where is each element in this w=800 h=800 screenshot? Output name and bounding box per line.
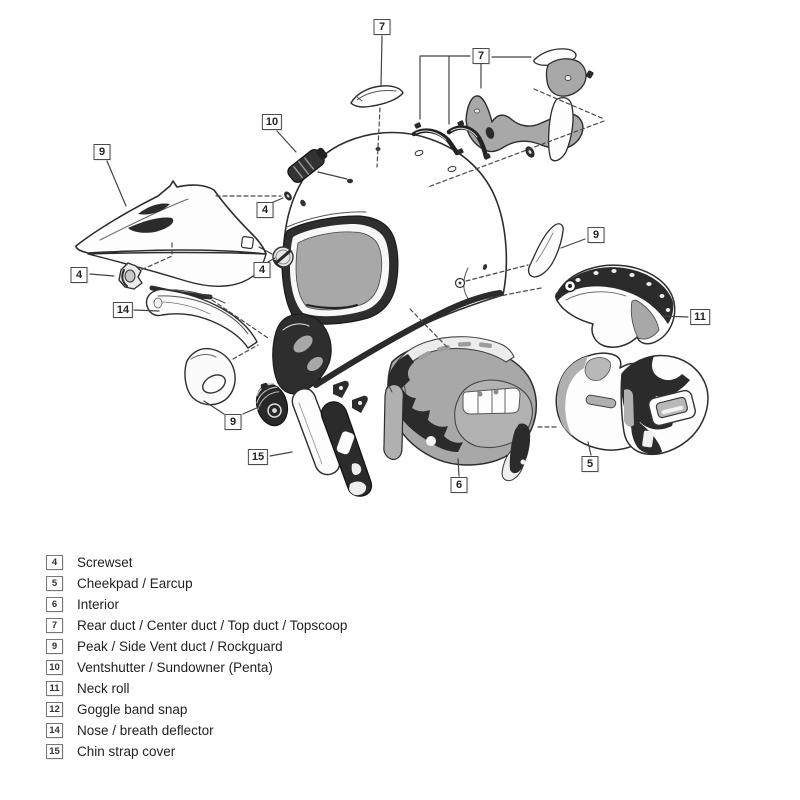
legend-row <box>46 636 347 657</box>
legend-row <box>46 657 347 678</box>
topscoop-blade <box>549 98 573 161</box>
legend-row <box>46 699 347 720</box>
legend-part-label: Neck roll <box>77 681 130 696</box>
legend-number-box: 12 <box>46 702 63 717</box>
rockguard <box>185 349 235 405</box>
callout-7-rearduct: 7 <box>473 48 490 64</box>
legend-row <box>46 615 347 636</box>
callout-4-peak: 4 <box>254 262 271 278</box>
legend-part-label: Screwset <box>77 555 133 570</box>
callout-14: 14 <box>113 302 133 318</box>
legend-number-box: 6 <box>46 597 63 612</box>
legend-part-label: Chin strap cover <box>77 744 176 759</box>
legend-part-label: Cheekpad / Earcup <box>77 576 193 591</box>
legend-part-label: Rear duct / Center duct / Top duct / Topscoop <box>77 618 348 633</box>
callout-4-screwset: 4 <box>71 267 88 283</box>
legend-part-label: Nose / breath deflector <box>77 723 214 738</box>
legend-number-box: 14 <box>46 723 63 738</box>
duct-screw <box>585 70 594 79</box>
legend-number-box: 10 <box>46 660 63 675</box>
legend-part-label: Peak / Side Vent duct / Rockguard <box>77 639 283 654</box>
legend-row <box>46 678 347 699</box>
legend-number-box: 5 <box>46 576 63 591</box>
callout-9-rockguard: 9 <box>225 414 242 430</box>
callout-5: 5 <box>582 456 599 472</box>
callout-4-shell: 4 <box>257 202 274 218</box>
legend-number-box: 4 <box>46 555 63 570</box>
legend-row <box>46 552 347 573</box>
screw-grommet-shell <box>283 190 294 202</box>
callout-6: 6 <box>451 477 468 493</box>
cheekpad-right <box>621 355 708 454</box>
legend-row <box>46 741 347 762</box>
callout-15: 15 <box>248 449 268 465</box>
strap-flap <box>384 385 404 460</box>
legend-number-box: 9 <box>46 639 63 654</box>
legend-number-box: 11 <box>46 681 63 696</box>
callout-11: 11 <box>690 309 710 325</box>
peak-visor <box>76 181 272 297</box>
legend-part-label: Interior <box>77 597 120 612</box>
legend-part-label: Ventshutter / Sundowner (Penta) <box>77 660 273 675</box>
legend-row <box>46 573 347 594</box>
legend-row <box>46 720 347 741</box>
top-duct <box>351 86 403 107</box>
legend-row <box>46 594 347 615</box>
legend-number-box: 7 <box>46 618 63 633</box>
side-vent-duct <box>529 224 564 277</box>
callout-7-topduct: 7 <box>374 19 391 35</box>
parts-legend <box>46 552 347 762</box>
callout-10: 10 <box>262 114 282 130</box>
visor-opening <box>296 232 382 310</box>
interior-liner <box>387 337 537 481</box>
legend-part-label: Goggle band snap <box>77 702 188 717</box>
screw-peak-disc <box>273 247 293 267</box>
eye-port <box>282 216 398 324</box>
legend-number-box: 15 <box>46 744 63 759</box>
neck-roll <box>556 265 675 347</box>
callout-9-peak: 9 <box>94 144 111 160</box>
callout-9-sidevent: 9 <box>588 227 605 243</box>
